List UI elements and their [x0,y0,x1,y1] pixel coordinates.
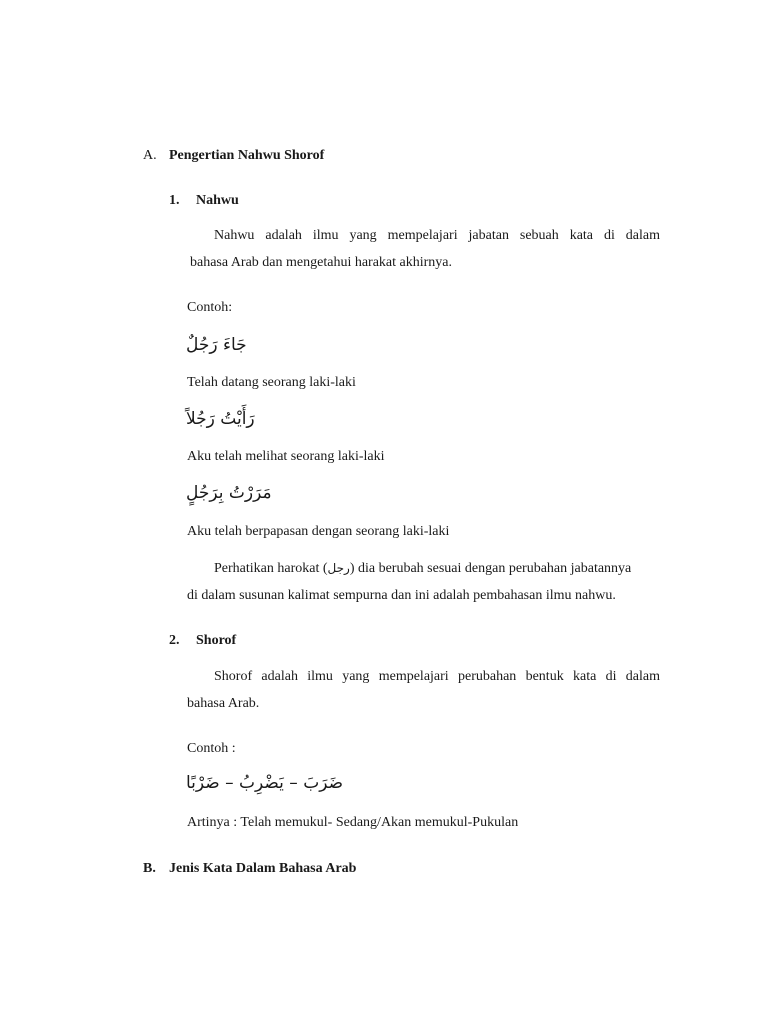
nahwu-example2-arabic: رَأَيْتُ رَجُلاً [186,409,255,429]
nahwu-note-before: Perhatikan harokat ( [214,561,328,576]
nahwu-title: Nahwu [196,193,239,208]
nahwu-definition-line1: Nahwu adalah ilmu yang mempelajari jabatan sebuah kata di dalam [214,228,660,243]
nahwu-note-arabic: رجل [327,561,350,575]
section-b-marker: B. [143,861,156,876]
shorof-definition-line1: Shorof adalah ilmu yang mempelajari perubahan bentuk kata di dalam [214,669,660,684]
shorof-artinya: Artinya : Telah memukul- Sedang/Akan memukul-Pukulan [187,815,519,830]
shorof-example-arabic: ضَرَبَ – يَضْرِبُ – ضَرْبًا [186,773,344,793]
nahwu-number: 1. [169,193,180,208]
nahwu-example1-translation: Telah datang seorang laki-laki [187,375,356,390]
shorof-title: Shorof [196,633,237,648]
nahwu-contoh-label: Contoh: [187,300,233,315]
nahwu-example3-arabic: مَرَرْتُ بِرَجُلٍ [186,483,272,503]
section-a-title: Pengertian Nahwu Shorof [169,148,325,163]
nahwu-example1-arabic: جَاءَ رَجُلٌ [186,335,247,355]
nahwu-note-line1 [214,561,631,577]
nahwu-example3-translation: Aku telah berpapasan dengan seorang laki-laki [187,524,450,539]
shorof-contoh-label: Contoh : [187,741,236,756]
nahwu-note-after: ) dia berubah sesuai dengan perubahan jabatannya [349,561,632,576]
section-b-title: Jenis Kata Dalam Bahasa Arab [169,861,357,876]
shorof-definition-line2: bahasa Arab. [187,696,260,711]
shorof-number: 2. [169,633,180,648]
nahwu-note-line2: di dalam susunan kalimat sempurna dan ini adalah pembahasan ilmu nahwu. [187,588,616,603]
section-a-marker: A. [143,148,157,163]
nahwu-definition-line2: bahasa Arab dan mengetahui harakat akhirnya. [190,255,453,270]
nahwu-example2-translation: Aku telah melihat seorang laki-laki [187,449,385,464]
